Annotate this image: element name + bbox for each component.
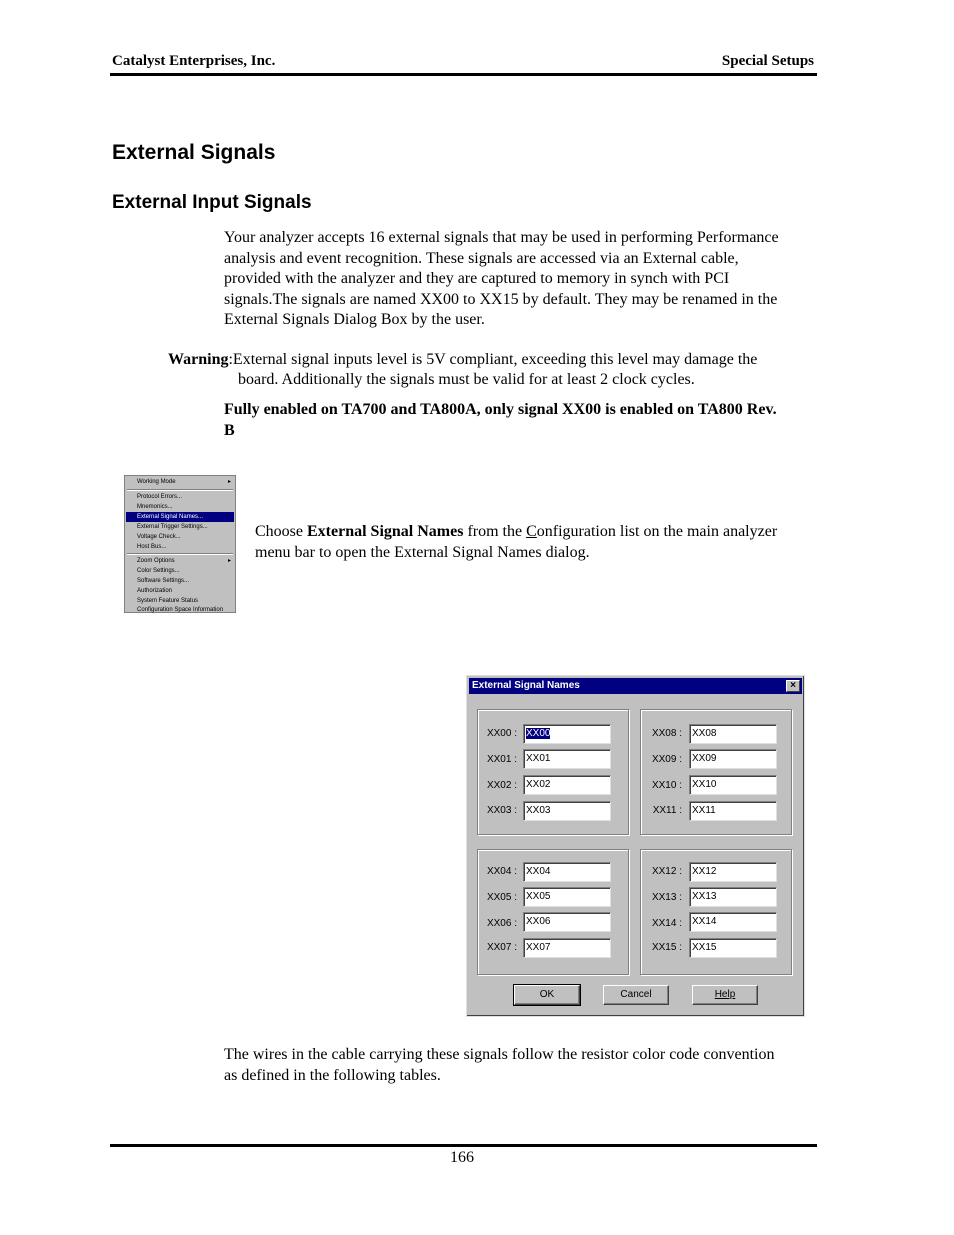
section-title: External Input Signals: [112, 192, 312, 213]
signal-label: XX12 :: [651, 866, 682, 877]
menu-separator: [127, 553, 233, 555]
signal-label: XX00 :: [486, 728, 517, 739]
page-number: 166: [450, 1149, 474, 1166]
cancel-button[interactable]: Cancel: [603, 985, 669, 1005]
signal-field-xx02[interactable]: XX02: [523, 775, 611, 795]
menu-item-working-mode[interactable]: Working Mode ▸: [137, 479, 231, 485]
signal-field-xx08[interactable]: XX08: [689, 724, 777, 744]
menu-item-external-signal-names[interactable]: External Signal Names...: [126, 512, 234, 522]
signal-label: XX14 :: [651, 918, 682, 929]
signal-field-xx01[interactable]: XX01: [523, 749, 611, 769]
signal-label: XX08 :: [651, 728, 682, 739]
menu-item-host-bus[interactable]: Host Bus...: [137, 544, 167, 550]
signal-field-xx03[interactable]: XX03: [523, 801, 611, 821]
submenu-arrow-icon: ▸: [227, 558, 231, 564]
warning-colon: :: [228, 351, 233, 368]
menu-item-mnemonics[interactable]: Mnemonics...: [137, 504, 173, 510]
intro-paragraph: [224, 228, 824, 331]
dialog-title: External Signal Names: [472, 680, 580, 691]
footer-rule: [110, 1144, 817, 1147]
choose-instruction: Choose External Signal Names from the Configuration list on the main analyzer menu bar to open the External Signal Names dialog.: [255, 523, 778, 561]
external-signal-names-dialog: [466, 675, 805, 1017]
signal-label: XX02 :: [486, 780, 517, 791]
intro-line: analysis and event recognition. These signals are accessed via an External cable,: [224, 249, 739, 267]
menu-separator: [127, 489, 233, 491]
outro-line: as defined in the following tables.: [224, 1066, 441, 1084]
signal-label: XX11 :: [652, 805, 682, 816]
signal-label: XX05 :: [486, 892, 517, 903]
intro-line: External Signals Dialog Box by the user.: [224, 311, 485, 328]
intro-line: Your analyzer accepts 16 external signals that may be used in performing Performance: [224, 229, 779, 246]
menu-item-zoom-options[interactable]: Zoom Options ▸: [137, 558, 231, 564]
signal-label: XX13 :: [651, 892, 682, 903]
page-title: External Signals: [112, 141, 276, 164]
menu-item-authorization[interactable]: Authorization: [137, 588, 173, 594]
outro-paragraph: [224, 1045, 824, 1086]
signal-field-xx05[interactable]: XX05: [523, 887, 611, 907]
menu-item-system-feature-status[interactable]: System Feature Status: [137, 598, 199, 604]
close-icon[interactable]: ×: [786, 680, 800, 692]
signal-field-xx10[interactable]: XX10: [689, 775, 777, 795]
header-company: Catalyst Enterprises, Inc.: [112, 53, 276, 69]
help-button[interactable]: Help: [692, 985, 758, 1005]
signal-field-xx09[interactable]: XX09: [689, 749, 777, 769]
signal-field-xx15[interactable]: XX15: [689, 938, 777, 958]
signal-field-xx13[interactable]: XX13: [689, 887, 777, 907]
signal-label: XX06 :: [486, 918, 517, 929]
signal-label: XX07 :: [486, 942, 517, 953]
outro-line: The wires in the cable carrying these signals follow the resistor color code convention: [224, 1046, 775, 1063]
signal-field-xx06[interactable]: XX06: [523, 912, 611, 932]
warning-text: External signal inputs level is 5V compliant, exceeding this level may damage the: [232, 351, 758, 368]
accelerator-letter: C: [526, 523, 537, 540]
menu-item-protocol-errors[interactable]: Protocol Errors...: [137, 494, 183, 500]
signal-field-xx00[interactable]: XX00: [523, 724, 611, 744]
signal-label: XX10 :: [651, 780, 682, 791]
compat-note: [224, 400, 824, 441]
menu-item-software-settings[interactable]: Software Settings...: [137, 578, 190, 584]
signal-field-xx14[interactable]: XX14: [689, 912, 777, 932]
signal-field-xx04[interactable]: XX04: [523, 862, 611, 882]
intro-line: signals.The signals are named XX00 to XX15 by default. They may be renamed in the: [224, 290, 778, 308]
signal-label: XX04 :: [486, 866, 517, 877]
note-line: Fully enabled on TA700 and TA800A, only signal XX00 is enabled on TA800 Rev.: [224, 401, 777, 418]
signal-label: XX01 :: [486, 754, 517, 765]
menu-command-name: External Signal Names: [307, 523, 464, 540]
ok-button[interactable]: OK: [514, 985, 580, 1005]
header-rule: [110, 73, 817, 76]
signal-field-xx11[interactable]: XX11: [689, 801, 777, 821]
warning-line-1: [168, 350, 757, 371]
submenu-arrow-icon: ▸: [227, 479, 231, 485]
menu-item-configuration-space-information[interactable]: Configuration Space Information: [137, 607, 224, 613]
menu-item-color-settings[interactable]: Color Settings...: [137, 568, 180, 574]
intro-line: provided with the analyzer and they are captured to memory in synch with PCI: [224, 270, 730, 287]
menu-item-voltage-check[interactable]: Voltage Check...: [137, 534, 181, 540]
configuration-menu: [124, 475, 236, 613]
warning-label: Warning: [168, 351, 229, 368]
warning-line-2: board. Additionally the signals must be valid for at least 2 clock cycles.: [238, 371, 695, 388]
header-section: Special Setups: [721, 53, 814, 69]
note-line: B: [224, 421, 235, 439]
menu-item-external-trigger-settings[interactable]: External Trigger Settings...: [137, 524, 208, 530]
signal-field-xx07[interactable]: XX07: [523, 938, 611, 958]
signal-label: XX09 :: [651, 754, 682, 765]
signal-label: XX03 :: [486, 805, 517, 816]
signal-field-xx12[interactable]: XX12: [689, 862, 777, 882]
signal-label: XX15 :: [651, 942, 682, 953]
dialog-titlebar: [469, 678, 802, 694]
